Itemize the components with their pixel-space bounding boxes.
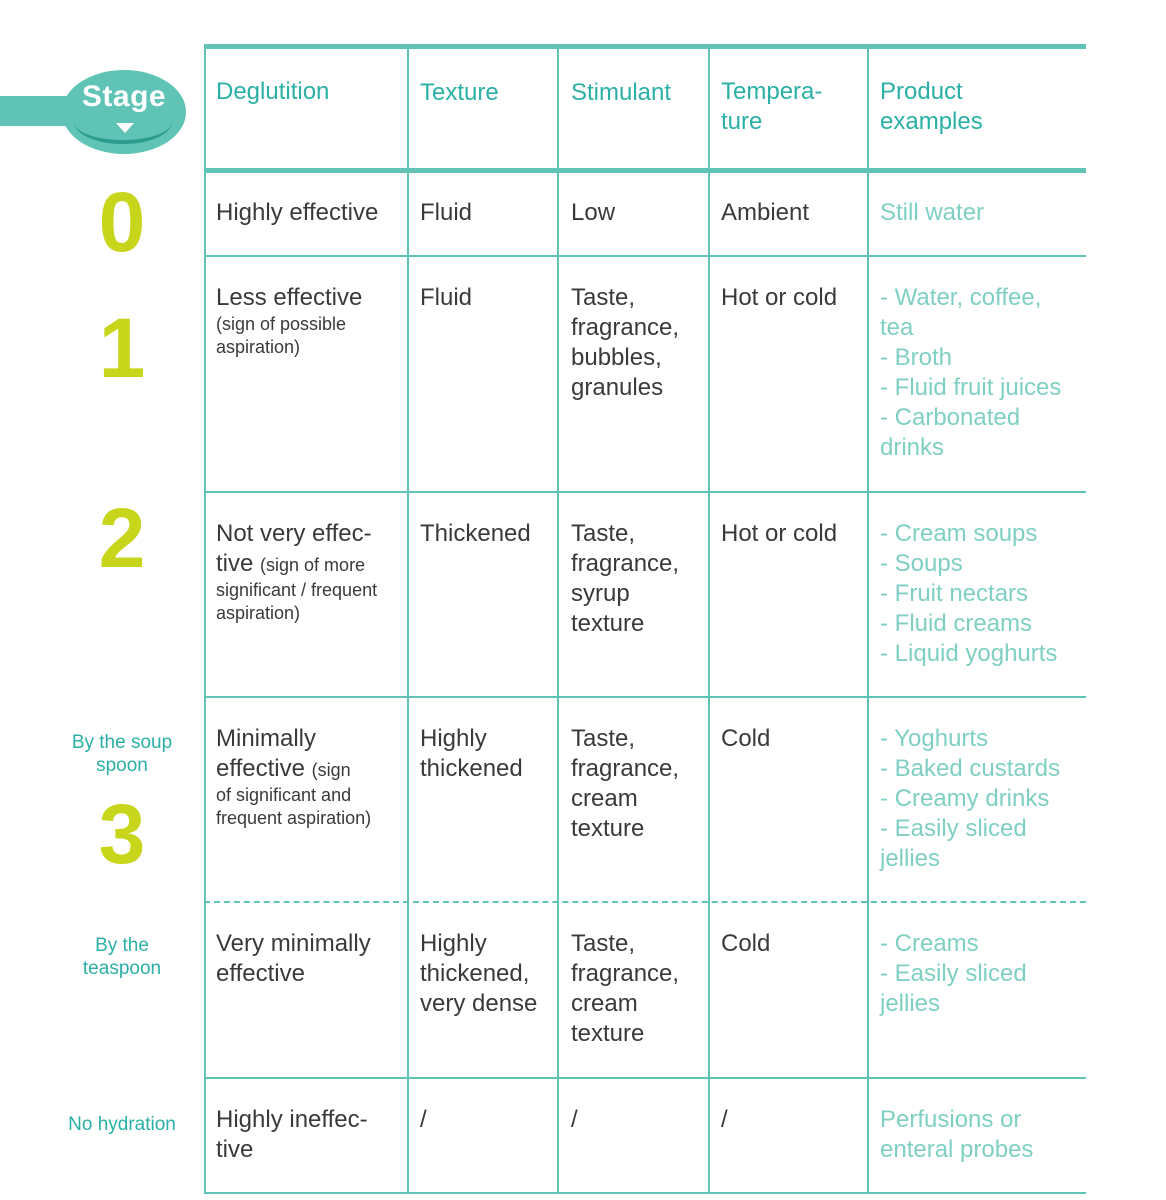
- temperature-cell: Hot or cold: [721, 284, 838, 311]
- product-line: - Easily sliced: [880, 815, 1027, 842]
- stimulant-line: Taste,: [571, 284, 636, 311]
- header-product-line: examples: [880, 108, 983, 135]
- product-line: - Yoghurts: [880, 725, 989, 752]
- deglutition-text: tive: [216, 550, 254, 577]
- deglutition-cell: [216, 724, 371, 830]
- stimulant-line: fragrance,: [571, 755, 680, 782]
- stage-number: 0: [98, 175, 146, 269]
- stimulant-line: granules: [571, 374, 664, 401]
- header-stimulant: Stimulant: [571, 79, 672, 106]
- deglutition-note: aspiration): [216, 337, 301, 357]
- column-divider: [407, 46, 409, 1194]
- stimulant-line: texture: [571, 610, 645, 637]
- product-line: tea: [880, 314, 914, 341]
- stimulant-line: cream: [571, 785, 638, 812]
- stimulant-line: cream: [571, 990, 638, 1017]
- header-temperature: [721, 77, 822, 137]
- texture-cell: Thickened: [420, 520, 531, 547]
- header-product-examples: [880, 77, 983, 137]
- column-divider: [708, 46, 710, 1194]
- header-temperature-line: ture: [721, 108, 763, 135]
- product-line: - Creams: [880, 930, 979, 957]
- product-line: jellies: [880, 990, 941, 1017]
- table-top-rule: [204, 44, 1086, 49]
- row-divider-dashed: [204, 901, 1086, 903]
- texture-cell: [420, 929, 537, 1019]
- stimulant-cell: [571, 929, 679, 1049]
- stage-badge-label: Stage: [81, 80, 167, 113]
- deglutition-note: frequent aspiration): [216, 808, 372, 828]
- texture-line: thickened: [420, 755, 523, 782]
- table-bottom-rule: [204, 1192, 1086, 1194]
- column-divider: [867, 46, 869, 1194]
- product-line: - Broth: [880, 344, 953, 371]
- deglutition-note: aspiration): [216, 603, 301, 623]
- deglutition-text: effective: [216, 755, 305, 782]
- stage-method-line: teaspoon: [82, 958, 162, 979]
- deglutition-cell: Highly effective: [216, 199, 379, 226]
- row-divider: [204, 255, 1086, 257]
- temperature-cell: Cold: [721, 725, 771, 752]
- stage-number: 1: [98, 301, 146, 395]
- down-arrow-icon: [116, 123, 134, 133]
- texture-cell: Fluid: [420, 284, 473, 311]
- stimulant-line: bubbles,: [571, 344, 662, 371]
- temperature-cell: Ambient: [721, 199, 810, 226]
- temperature-cell: /: [721, 1106, 728, 1133]
- deglutition-note: (sign of more: [260, 555, 366, 575]
- product-line: - Carbonated: [880, 404, 1021, 431]
- stimulant-cell: Low: [571, 199, 616, 226]
- product-line: - Cream soups: [880, 520, 1038, 547]
- stage-number: 2: [98, 491, 146, 585]
- deglutition-line: effective: [216, 960, 305, 987]
- stimulant-cell: /: [571, 1106, 578, 1133]
- deglutition-line: tive: [216, 1136, 254, 1163]
- stage-method-line: spoon: [96, 755, 148, 776]
- stage-method-label: [42, 934, 202, 980]
- deglutition-cell: [216, 1105, 368, 1165]
- deglutition-cell: [216, 519, 377, 625]
- stimulant-cell: [571, 724, 679, 844]
- stage-number: 3: [98, 787, 146, 881]
- deglutition-cell: [216, 283, 362, 359]
- stimulant-line: syrup: [571, 580, 630, 607]
- header-texture: Texture: [420, 79, 499, 106]
- product-line: - Easily sliced: [880, 960, 1027, 987]
- stage-method-label: No hydration: [68, 1114, 176, 1135]
- header-bottom-rule: [204, 168, 1086, 173]
- deglutition-note: significant / frequent: [216, 580, 378, 600]
- deglutition-text: Minimally: [216, 725, 317, 752]
- row-divider: [204, 696, 1086, 698]
- stimulant-line: texture: [571, 815, 645, 842]
- product-line: - Fluid creams: [880, 610, 1033, 637]
- product-examples-cell: [880, 929, 1027, 1019]
- texture-cell: /: [420, 1106, 427, 1133]
- deglutition-note: (sign of possible: [216, 314, 347, 334]
- deglutition-cell: [216, 929, 371, 989]
- product-examples-cell: [880, 519, 1057, 669]
- texture-cell: Fluid: [420, 199, 473, 226]
- temperature-cell: Hot or cold: [721, 520, 838, 547]
- product-line: - Baked custards: [880, 755, 1061, 782]
- product-line: jellies: [880, 845, 941, 872]
- row-divider: [204, 491, 1086, 493]
- stimulant-line: fragrance,: [571, 314, 680, 341]
- deglutition-note: (sign: [311, 760, 351, 780]
- deglutition-note: of significant and: [216, 785, 352, 805]
- stimulant-line: Taste,: [571, 930, 636, 957]
- product-line: - Fruit nectars: [880, 580, 1029, 607]
- product-line: - Water, coffee,: [880, 284, 1042, 311]
- stage-method-label: [42, 731, 202, 777]
- stimulant-line: texture: [571, 1020, 645, 1047]
- texture-line: very dense: [420, 990, 538, 1017]
- column-divider: [204, 46, 206, 1194]
- product-examples-cell: [880, 724, 1060, 874]
- stimulant-line: fragrance,: [571, 960, 680, 987]
- product-line: - Fluid fruit juices: [880, 374, 1062, 401]
- row-divider: [204, 1077, 1086, 1079]
- product-examples-cell: [880, 283, 1061, 463]
- product-line: enteral probes: [880, 1136, 1034, 1163]
- texture-line: Highly: [420, 725, 487, 752]
- deglutition-line: Very minimally: [216, 930, 371, 957]
- header-temperature-line: Tempera-: [721, 78, 823, 105]
- texture-line: Highly: [420, 930, 487, 957]
- stage-method-line: By the soup: [71, 732, 173, 753]
- product-line: Perfusions or: [880, 1106, 1022, 1133]
- stage-method-line: By the: [95, 935, 149, 956]
- deglutition-text: Less effective: [216, 284, 363, 311]
- stimulant-line: fragrance,: [571, 550, 680, 577]
- product-line: drinks: [880, 434, 945, 461]
- product-examples-cell: [880, 1105, 1033, 1165]
- texture-line: thickened,: [420, 960, 530, 987]
- stimulant-cell: [571, 519, 679, 639]
- deglutition-line: Highly ineffec-: [216, 1106, 368, 1133]
- deglutition-text: Not very effec-: [216, 520, 372, 547]
- header-deglutition: Deglutition: [216, 78, 330, 105]
- temperature-cell: Cold: [721, 930, 771, 957]
- product-line: - Liquid yoghurts: [880, 640, 1058, 667]
- header-product-line: Product: [880, 78, 963, 105]
- product-examples-cell: Still water: [880, 199, 985, 226]
- texture-cell: [420, 724, 523, 784]
- product-line: - Creamy drinks: [880, 785, 1050, 812]
- product-line: - Soups: [880, 550, 963, 577]
- stimulant-cell: [571, 283, 679, 403]
- stimulant-line: Taste,: [571, 725, 636, 752]
- column-divider: [557, 46, 559, 1194]
- stimulant-line: Taste,: [571, 520, 636, 547]
